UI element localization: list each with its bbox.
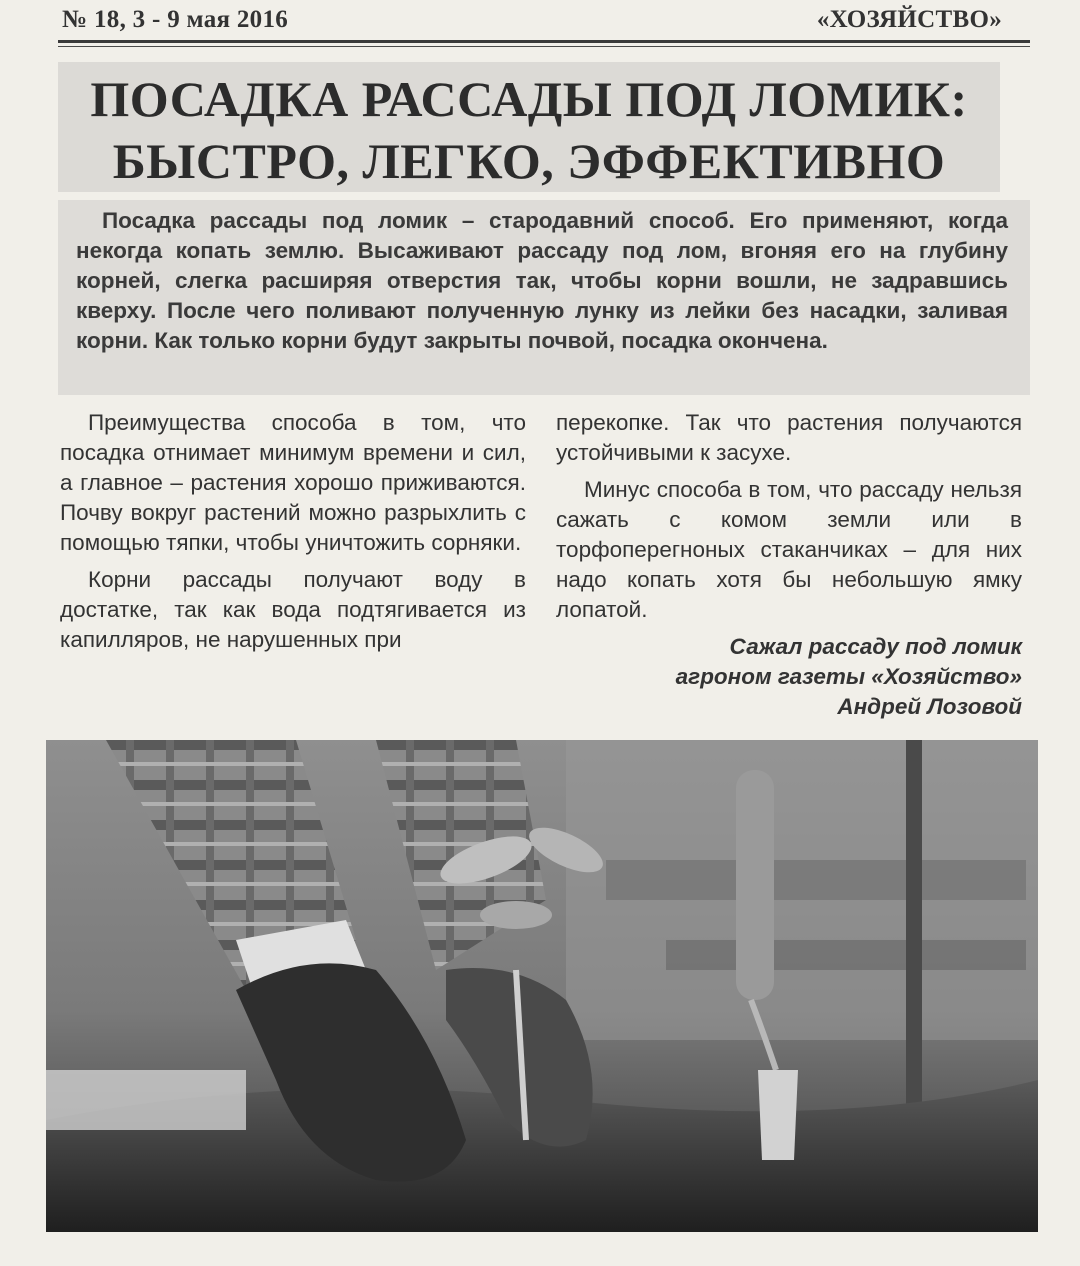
signature-line-1: Сажал рассаду под ломик [729,634,1022,659]
signature-line-2: агроном газеты «Хозяйство» [675,664,1022,689]
header-rule-thick [58,40,1030,43]
body-column-right [556,408,1022,722]
lead-paragraph: Посадка рассады под ломик – стародавний способ. Его применяют, когда некогда копать землю. Высаживают рассаду под лом, вгоняя его на глубину корней, слегка расширяя отверстия так, чтобы корни вошли, не задравшись кверху. После чего поливают полученную лунку из лейки без насадки, заливая корни. Как только корни будут закрыты почвой, посадка окончена. [76,208,1008,353]
body-paragraph-2-continued: перекопке. Так что растения получаются устойчивыми к засухе. [556,410,1022,465]
body-paragraph-2: Корни рассады получают воду в достатке, так как вода подтягивается из капилляров, не нарушенных при [60,567,526,652]
gardening-photo-illustration [46,740,1038,1232]
body-paragraph-1: Преимущества способа в том, что посадка отнимает минимум времени и сил, а главное – растения хорошо приживаются. Почву вокруг растений можно разрыхлить с помощью тяпки, чтобы уничтожить сорняки. [60,410,526,555]
signature-line-3: Андрей Лозовой [837,694,1022,719]
article-photo [46,740,1038,1232]
issue-date: № 18, 3 - 9 мая 2016 [62,6,289,33]
body-column-left [60,408,526,662]
newspaper-name: «ХОЗЯЙСТВО» [816,6,1002,33]
author-signature [556,632,1022,722]
header-rule-thin [58,46,1030,47]
body-paragraph-3: Минус способа в том, что рассаду нельзя сажать с комом земли или в торфоперегноных стаканчиках – для них надо копать хотя бы небольшую ямку лопатой. [556,477,1022,622]
article-headline [58,68,1000,192]
headline-line-2: БЫСТРО, ЛЕГКО, ЭФФЕКТИВНО [112,133,946,189]
headline-line-1: ПОСАДКА РАССАДЫ ПОД ЛОМИК: [90,71,968,127]
masthead [62,4,1030,40]
